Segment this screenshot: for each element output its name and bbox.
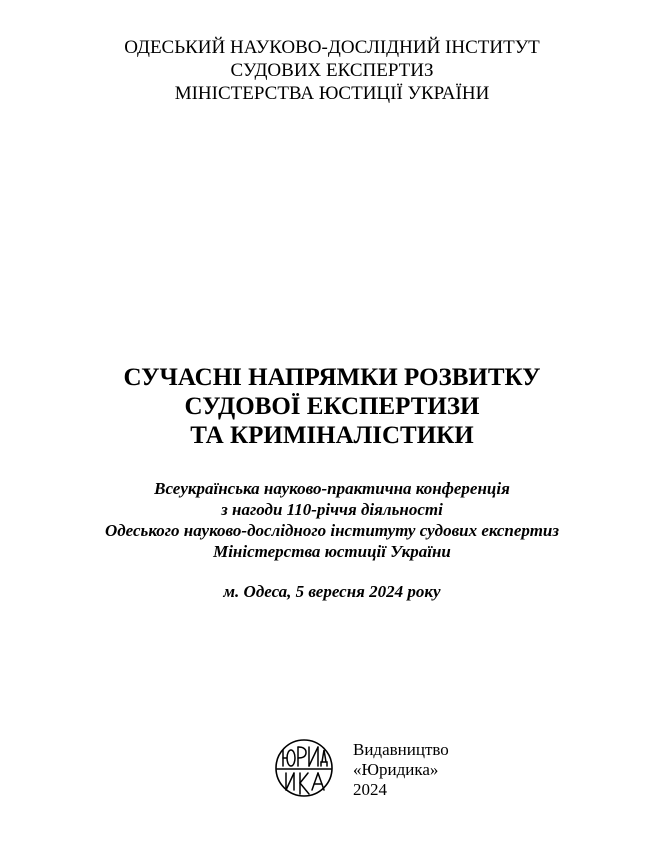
publisher-line-1: Видавництво [353,740,449,759]
subtitle-line-3: Одеського науково-дослідного інституту судових експертиз [104,521,560,540]
subtitle-line-4: Міністерства юстиції України [213,542,451,561]
institute-line-3: МІНІСТЕРСТВА ЮСТИЦІЇ УКРАЇНИ [174,83,490,104]
conference-description [0,478,664,562]
publisher-logo-icon [274,738,334,798]
subtitle-line-2: з нагоди 110-річчя діяльності [221,500,443,519]
institute-line-1: ОДЕСЬКИЙ НАУКОВО-ДОСЛІДНИЙ ІНСТИТУТ [124,37,540,58]
institute-line-2: СУДОВИХ ЕКСПЕРТИЗ [230,60,434,81]
book-title [0,363,664,450]
title-line-3: ТА КРИМІНАЛІСТИКИ [190,422,474,449]
title-line-1: СУЧАСНІ НАПРЯМКИ РОЗВИТКУ [123,364,541,391]
institute-name [0,36,664,105]
publisher-line-2: «Юридика» [353,760,439,779]
subtitle-line-1: Всеукраїнська науково-практична конференція [154,479,510,498]
place-and-date: м. Одеса, 5 вересня 2024 року [223,582,441,601]
publisher-info [353,740,449,800]
title-line-2: СУДОВОЇ ЕКСПЕРТИЗИ [184,393,480,420]
publisher-year: 2024 [353,780,387,799]
